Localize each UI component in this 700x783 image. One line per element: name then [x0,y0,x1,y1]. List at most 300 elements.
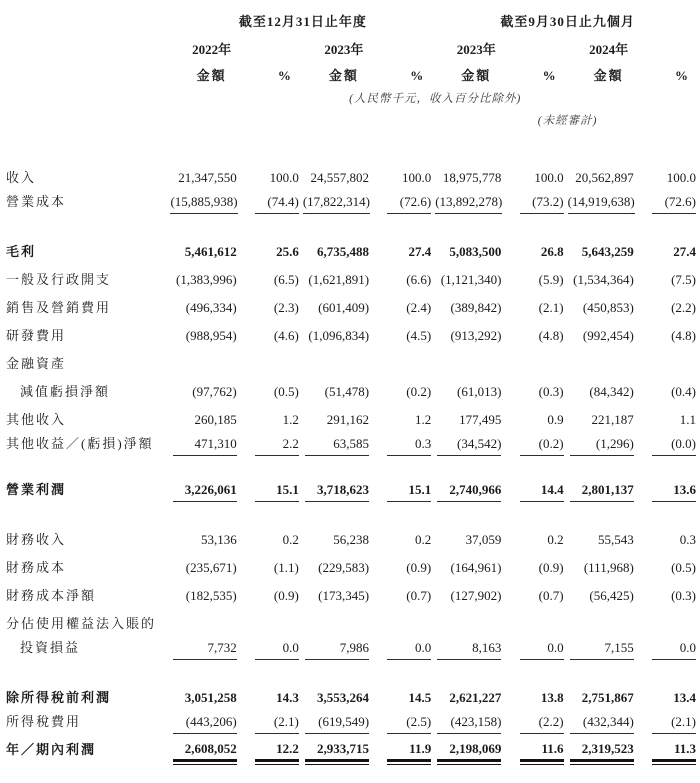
percent-value: 1.2 [282,412,299,427]
row-label-cell [0,344,170,372]
amount-cell-9m2023 [435,400,517,428]
percent-value: 0.3 [387,436,431,456]
row-label-cell [0,604,170,632]
percent-value: 1.1 [679,412,696,427]
percent-value: 1.2 [414,412,432,427]
percent-cell-fy2023 [385,734,435,762]
percent-cell-9m2024 [650,474,700,502]
percent-value: 11.6 [520,741,564,762]
amount-cell-fy2023 [303,474,385,502]
percent-value: (4.8) [538,328,564,343]
spacer-row [0,502,700,520]
percent-value: (0.5) [273,384,299,399]
amount-value: 2,801,137 [570,482,634,502]
amount-cell-9m2023 [435,474,517,502]
amount-cell-9m2023 [435,548,517,576]
row-label: 除所得稅前利潤 [6,690,112,705]
amount-value: (182,535) [185,588,237,603]
amount-value: 2,740,966 [437,482,501,502]
percent-cell-9m2023 [517,400,567,428]
amount-cell-9m2023 [435,604,517,632]
percent-value: (0.9) [538,560,564,575]
amount-cell-fy2022 [170,232,252,260]
percent-cell-9m2024 [650,734,700,762]
amount-cell-fy2023 [303,428,385,456]
percent-value: 13.6 [652,482,696,502]
amount-value: 55,543 [598,532,634,547]
amount-cell-9m2024 [568,548,650,576]
percent-cell-fy2023 [385,520,435,548]
percent-cell-fy2022 [253,288,303,316]
amount-value: (235,671) [185,560,237,575]
amount-cell-9m2023 [435,428,517,456]
amount-value: (450,853) [582,300,634,315]
amount-cell-fy2023 [303,548,385,576]
percent-value: (0.9) [406,560,432,575]
percent-value: 13.8 [540,690,564,705]
amount-cell-fy2023 [303,158,385,186]
table-row [0,186,700,214]
amount-value: 53,136 [200,532,237,547]
percent-value: 25.6 [276,244,299,259]
row-label: 財務成本 [6,560,67,575]
amount-cell-fy2022 [170,548,252,576]
table-row [0,604,700,632]
amount-cell-9m2024 [568,520,650,548]
percent-value: (6.5) [273,272,299,287]
percent-cell-9m2023 [517,428,567,456]
amount-header: 金額 [461,68,492,83]
percent-value: (5.9) [538,272,564,287]
row-label-cell [0,288,170,316]
amount-cell-fy2023 [303,186,385,214]
table-row [0,400,700,428]
row-label: 金融資產 [6,356,67,371]
amount-value: 21,347,550 [178,170,237,185]
percent-header: % [675,68,688,83]
amount-cell-fy2023 [303,520,385,548]
percent-value: (2.1) [538,300,564,315]
amount-value: (229,583) [318,560,370,575]
percent-cell-9m2023 [517,158,567,186]
percent-cell-9m2024 [650,400,700,428]
percent-value: 100.0 [269,170,299,185]
amount-value: 18,975,778 [442,170,502,185]
amount-value: (61,013) [457,384,502,399]
percent-value: 11.3 [652,741,696,762]
amount-value: 221,187 [591,412,634,427]
percent-cell-9m2023 [517,316,567,344]
percent-cell-9m2023 [517,288,567,316]
percent-cell-9m2024 [650,706,700,734]
amount-value: (17,822,314) [303,194,370,214]
percent-cell-9m2023 [517,678,567,706]
amount-cell-9m2024 [568,400,650,428]
amount-value: (619,549) [305,714,369,734]
amount-cell-fy2022 [170,706,252,734]
amount-value: 37,059 [465,532,502,547]
amount-cell-fy2022 [170,316,252,344]
amount-cell-fy2022 [170,344,252,372]
percent-cell-fy2022 [253,520,303,548]
percent-cell-9m2023 [517,260,567,288]
percent-cell-fy2023 [385,372,435,400]
percent-value: (2.1) [652,714,696,734]
percent-cell-9m2024 [650,372,700,400]
amount-cell-9m2024 [568,706,650,734]
percent-cell-fy2023 [385,344,435,372]
amount-value: (1,383,996) [176,272,237,287]
amount-cell-fy2023 [303,372,385,400]
amount-cell-fy2022 [170,604,252,632]
amount-cell-fy2022 [170,576,252,604]
amount-value: (496,334) [185,300,237,315]
percent-header: % [542,68,556,83]
percent-value: 0.0 [387,640,431,660]
amount-cell-9m2023 [435,678,517,706]
percent-cell-fy2023 [385,288,435,316]
percent-cell-fy2023 [385,232,435,260]
percent-value: (4.8) [671,328,696,343]
period-group-annual: 截至12月31日止年度 [238,14,367,29]
amount-value: (423,158) [437,714,501,734]
percent-value: 11.9 [387,741,431,762]
row-label-cell [0,678,170,706]
amount-cell-9m2024 [568,186,650,214]
table-row [0,158,700,186]
table-row [0,678,700,706]
table-row [0,474,700,502]
percent-cell-9m2024 [650,260,700,288]
amount-cell-9m2023 [435,734,517,762]
amount-cell-fy2023 [303,232,385,260]
percent-value: (0.2) [406,384,432,399]
percent-value: (0.7) [538,588,564,603]
percent-value: (7.5) [671,272,696,287]
amount-cell-9m2024 [568,372,650,400]
percent-value: 26.8 [540,244,564,259]
row-label-cell [0,158,170,186]
percent-cell-fy2023 [385,632,435,660]
amount-cell-9m2024 [568,316,650,344]
percent-value: (0.3) [671,588,696,603]
percent-value: (2.3) [273,300,299,315]
amount-value: 3,553,264 [317,690,370,705]
amount-value: (127,902) [450,588,502,603]
row-label: 收入 [6,170,37,185]
amount-value: (443,206) [173,714,237,734]
percent-cell-9m2024 [650,186,700,214]
row-label-cell [0,400,170,428]
amount-value: 6,735,488 [317,244,370,259]
amount-value: 177,495 [459,412,502,427]
percent-value: 0.0 [520,640,564,660]
row-label-cell [0,548,170,576]
percent-cell-9m2023 [517,232,567,260]
amount-value: 2,198,069 [437,741,501,762]
row-label: 研發費用 [6,328,67,343]
amount-value: 5,083,500 [449,244,502,259]
amount-cell-9m2023 [435,316,517,344]
amount-cell-fy2022 [170,288,252,316]
row-label: 一般及行政開支 [6,272,112,287]
table-row [0,316,700,344]
amount-cell-fy2022 [170,428,252,456]
amount-value: (84,342) [589,384,634,399]
unit-note-row [0,84,700,106]
percent-value: 2.2 [255,436,299,456]
percent-value: (0.9) [273,588,299,603]
amount-cell-9m2023 [435,576,517,604]
percent-cell-fy2023 [385,706,435,734]
amount-cell-9m2023 [435,186,517,214]
table-row [0,632,700,660]
row-label: 財務收入 [6,532,67,547]
percent-value: 15.1 [387,482,431,502]
percent-cell-9m2024 [650,232,700,260]
table-row [0,428,700,456]
amount-cell-fy2023 [303,734,385,762]
amount-value: (173,345) [318,588,370,603]
amount-value: (111,968) [583,560,634,575]
year-header-2022: 2022年 [192,42,232,57]
amount-cell-9m2023 [435,260,517,288]
amount-value: 20,562,897 [575,170,634,185]
amount-cell-fy2022 [170,520,252,548]
amount-value: (1,096,834) [308,328,370,343]
percent-cell-fy2023 [385,678,435,706]
amount-cell-fy2022 [170,632,252,660]
percent-value: (0.3) [538,384,564,399]
period-group-nine-months: 截至9月30日止九個月 [500,14,635,29]
percent-cell-9m2024 [650,520,700,548]
row-label: 年／期內利潤 [6,742,97,757]
table-row [0,372,700,400]
percent-value: (74.4) [255,194,299,214]
amount-cell-fy2022 [170,400,252,428]
amount-value: (1,534,364) [573,272,634,287]
amount-cell-fy2023 [303,260,385,288]
row-label: 減值虧損淨額 [20,384,111,399]
percent-cell-fy2022 [253,706,303,734]
amount-cell-9m2024 [568,734,650,762]
percent-cell-fy2022 [253,678,303,706]
percent-value: 27.4 [673,244,696,259]
amount-value: 2,933,715 [305,741,369,762]
amount-cell-9m2023 [435,288,517,316]
percent-cell-9m2023 [517,734,567,762]
amount-cell-9m2023 [435,520,517,548]
amount-cell-9m2024 [568,288,650,316]
percent-cell-fy2022 [253,158,303,186]
percent-cell-9m2024 [650,576,700,604]
row-label-cell [0,186,170,214]
amount-value: (432,344) [570,714,634,734]
row-label-cell [0,734,170,762]
percent-cell-9m2023 [517,344,567,372]
year-header-2023-annual: 2023年 [324,42,364,57]
year-header-2023-nine-months: 2023年 [456,42,496,57]
amount-value: (97,762) [192,384,237,399]
amount-value: 5,643,259 [581,244,634,259]
percent-value: (73.2) [520,194,564,214]
percent-value: (0.0) [652,436,696,456]
percent-cell-fy2022 [253,186,303,214]
amount-cell-9m2023 [435,632,517,660]
percent-value: 100.0 [666,170,696,185]
amount-value: (913,292) [450,328,502,343]
percent-cell-9m2023 [517,604,567,632]
amount-cell-fy2023 [303,632,385,660]
percent-cell-fy2022 [253,474,303,502]
percent-cell-fy2023 [385,316,435,344]
amount-cell-9m2024 [568,158,650,186]
amount-value: (992,454) [582,328,634,343]
table-body [0,158,700,762]
amount-value: 7,732 [173,640,237,660]
empty-corner-cell [0,0,170,30]
percent-value: 14.5 [408,690,432,705]
percent-cell-fy2022 [253,632,303,660]
table-row [0,706,700,734]
row-label-cell [0,372,170,400]
percent-header: % [410,68,424,83]
percent-cell-9m2023 [517,706,567,734]
row-label: 分佔使用權益法入賬的 [6,616,157,631]
amount-cell-9m2023 [435,706,517,734]
percent-cell-9m2024 [650,288,700,316]
row-label: 所得稅費用 [6,714,82,729]
amount-value: 2,751,867 [581,690,634,705]
row-label-cell [0,520,170,548]
amount-cell-fy2023 [303,604,385,632]
percent-value: 14.4 [520,482,564,502]
percent-value: (2.1) [255,714,299,734]
percent-cell-fy2022 [253,604,303,632]
table-row [0,520,700,548]
row-label-cell [0,706,170,734]
percent-value: (1.1) [273,560,299,575]
percent-value: 0.2 [547,532,564,547]
amount-cell-fy2023 [303,400,385,428]
year-header-row [0,30,700,58]
percent-cell-fy2022 [253,428,303,456]
percent-value: 12.2 [255,741,299,762]
amount-value: (1,121,340) [440,272,502,287]
percent-value: (2.2) [520,714,564,734]
percent-value: (2.5) [387,714,431,734]
table-row [0,548,700,576]
row-label-cell [0,632,170,660]
amount-value: 3,051,258 [184,690,237,705]
percent-cell-9m2023 [517,576,567,604]
percent-cell-fy2022 [253,372,303,400]
percent-value: 0.2 [414,532,432,547]
amount-cell-9m2024 [568,576,650,604]
amount-value: 63,585 [305,436,369,456]
percent-value: 14.3 [276,690,299,705]
percent-cell-9m2023 [517,186,567,214]
row-label: 營業成本 [6,194,67,209]
header-gap [0,128,700,158]
row-label-cell [0,428,170,456]
amount-cell-fy2022 [170,734,252,762]
percent-value: 0.3 [679,532,696,547]
unaudited-note-row [0,106,700,128]
amount-cell-fy2022 [170,260,252,288]
amount-value: 2,319,523 [570,741,634,762]
percent-cell-fy2022 [253,232,303,260]
row-label: 營業利潤 [6,482,67,497]
percent-cell-fy2023 [385,474,435,502]
amount-cell-fy2022 [170,474,252,502]
amount-cell-9m2024 [568,632,650,660]
row-label-cell [0,232,170,260]
amount-value: 3,718,623 [305,482,369,502]
percent-cell-fy2022 [253,576,303,604]
amount-value: 24,557,802 [310,170,370,185]
unaudited-note: (未經審計) [537,115,598,127]
percent-cell-fy2022 [253,734,303,762]
amount-header: 金額 [328,68,359,83]
percent-value: (0.5) [671,560,696,575]
amount-value: (56,425) [589,588,634,603]
percent-cell-fy2022 [253,548,303,576]
amount-value: (164,961) [450,560,502,575]
amount-cell-fy2023 [303,344,385,372]
amount-cell-9m2023 [435,344,517,372]
percent-cell-9m2023 [517,474,567,502]
row-label: 其他收益／(虧損)淨額 [6,436,154,451]
percent-value: (4.6) [273,328,299,343]
amount-cell-fy2023 [303,288,385,316]
amount-value: 5,461,612 [184,244,237,259]
amount-cell-9m2024 [568,474,650,502]
amount-cell-9m2024 [568,678,650,706]
percent-value: (72.6) [652,194,696,214]
percent-value: (0.7) [406,588,432,603]
amount-value: 2,608,052 [173,741,237,762]
percent-cell-fy2022 [253,400,303,428]
percent-cell-9m2024 [650,678,700,706]
table-row [0,260,700,288]
table-row [0,576,700,604]
row-label-cell [0,474,170,502]
percent-cell-9m2023 [517,520,567,548]
period-group-row [0,0,700,30]
percent-value: 0.0 [652,640,696,660]
amount-cell-9m2024 [568,344,650,372]
amount-cell-9m2024 [568,604,650,632]
percent-value: (4.5) [406,328,432,343]
amount-cell-9m2024 [568,260,650,288]
row-label-cell [0,316,170,344]
table-header [0,0,700,158]
percent-cell-9m2023 [517,372,567,400]
amount-value: (15,885,938) [170,194,237,214]
amount-cell-9m2023 [435,232,517,260]
amount-value: (34,542) [437,436,501,456]
amount-cell-fy2023 [303,678,385,706]
row-label: 財務成本淨額 [6,588,97,603]
amount-cell-9m2024 [568,232,650,260]
row-label: 毛利 [6,244,37,259]
percent-value: (2.4) [406,300,432,315]
percent-value: 15.1 [255,482,299,502]
table-row [0,734,700,762]
percent-cell-fy2023 [385,400,435,428]
percent-value: (6.6) [406,272,432,287]
